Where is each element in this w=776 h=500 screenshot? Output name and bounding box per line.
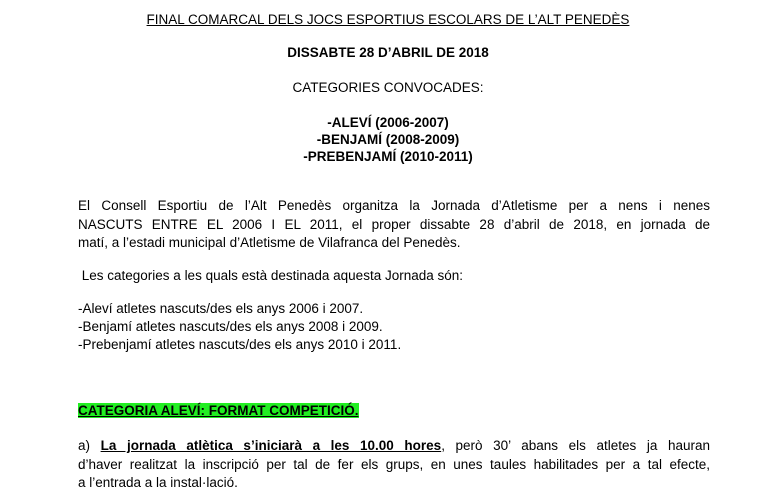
event-date: DISSABTE 28 D’ABRIL DE 2018 — [287, 45, 489, 60]
item-a-prefix: a) — [78, 438, 101, 453]
categories-heading: CATEGORIES CONVOCADES: — [292, 80, 484, 95]
intro-line: matí, a l’estadi municipal d’Atletisme de Vilafranca del Penedès. — [78, 235, 461, 250]
item-a-line: d’haver realitzat la inscripció per tal de fer els grups, en unes taules habilitades per a tal efecte, — [78, 456, 710, 472]
item-a-line: a l’entrada a la instal·lació. — [78, 475, 238, 490]
item-a-line — [78, 437, 710, 456]
category-benjami: -BENJAMÍ (2008-2009) — [316, 132, 460, 147]
section-heading-highlight: CATEGORIA ALEVÍ: FORMAT COMPETICIÓ. — [78, 403, 359, 418]
category-alevi: -ALEVÍ (2006-2007) — [327, 115, 449, 130]
category-list-item: -Prebenjamí atletes nascuts/des els anys 2010 i 2011. — [78, 337, 402, 352]
category-list-item: -Benjamí atletes nascuts/des els anys 2008 i 2009. — [78, 319, 383, 334]
section-heading — [78, 403, 359, 418]
document-title: FINAL COMARCAL DELS JOCS ESPORTIUS ESCOLARS DE L’ALT PENEDÈS — [146, 12, 630, 27]
category-prebenjami: -PREBENJAMÍ (2010-2011) — [303, 149, 473, 164]
item-a-paragraph — [78, 437, 710, 493]
categories-intro: Les categories a les quals està destinada aquesta Jornada són: — [78, 268, 464, 283]
item-a-rest: , però 30’ abans els atletes ja hauran — [441, 438, 710, 453]
intro-paragraph — [78, 197, 710, 253]
intro-line: NASCUTS ENTRE EL 2006 I EL 2011, el proper dissabte 28 d’abril de 2018, en jornada de — [78, 216, 710, 232]
item-a-bold: La jornada atlètica s’iniciarà a les 10.00 hores — [100, 438, 442, 453]
intro-line: El Consell Esportiu de l’Alt Penedès organitza la Jornada d’Atletisme per a nens i nenes — [78, 198, 710, 213]
category-list-item: -Aleví atletes nascuts/des els anys 2006 i 2007. — [78, 301, 364, 316]
